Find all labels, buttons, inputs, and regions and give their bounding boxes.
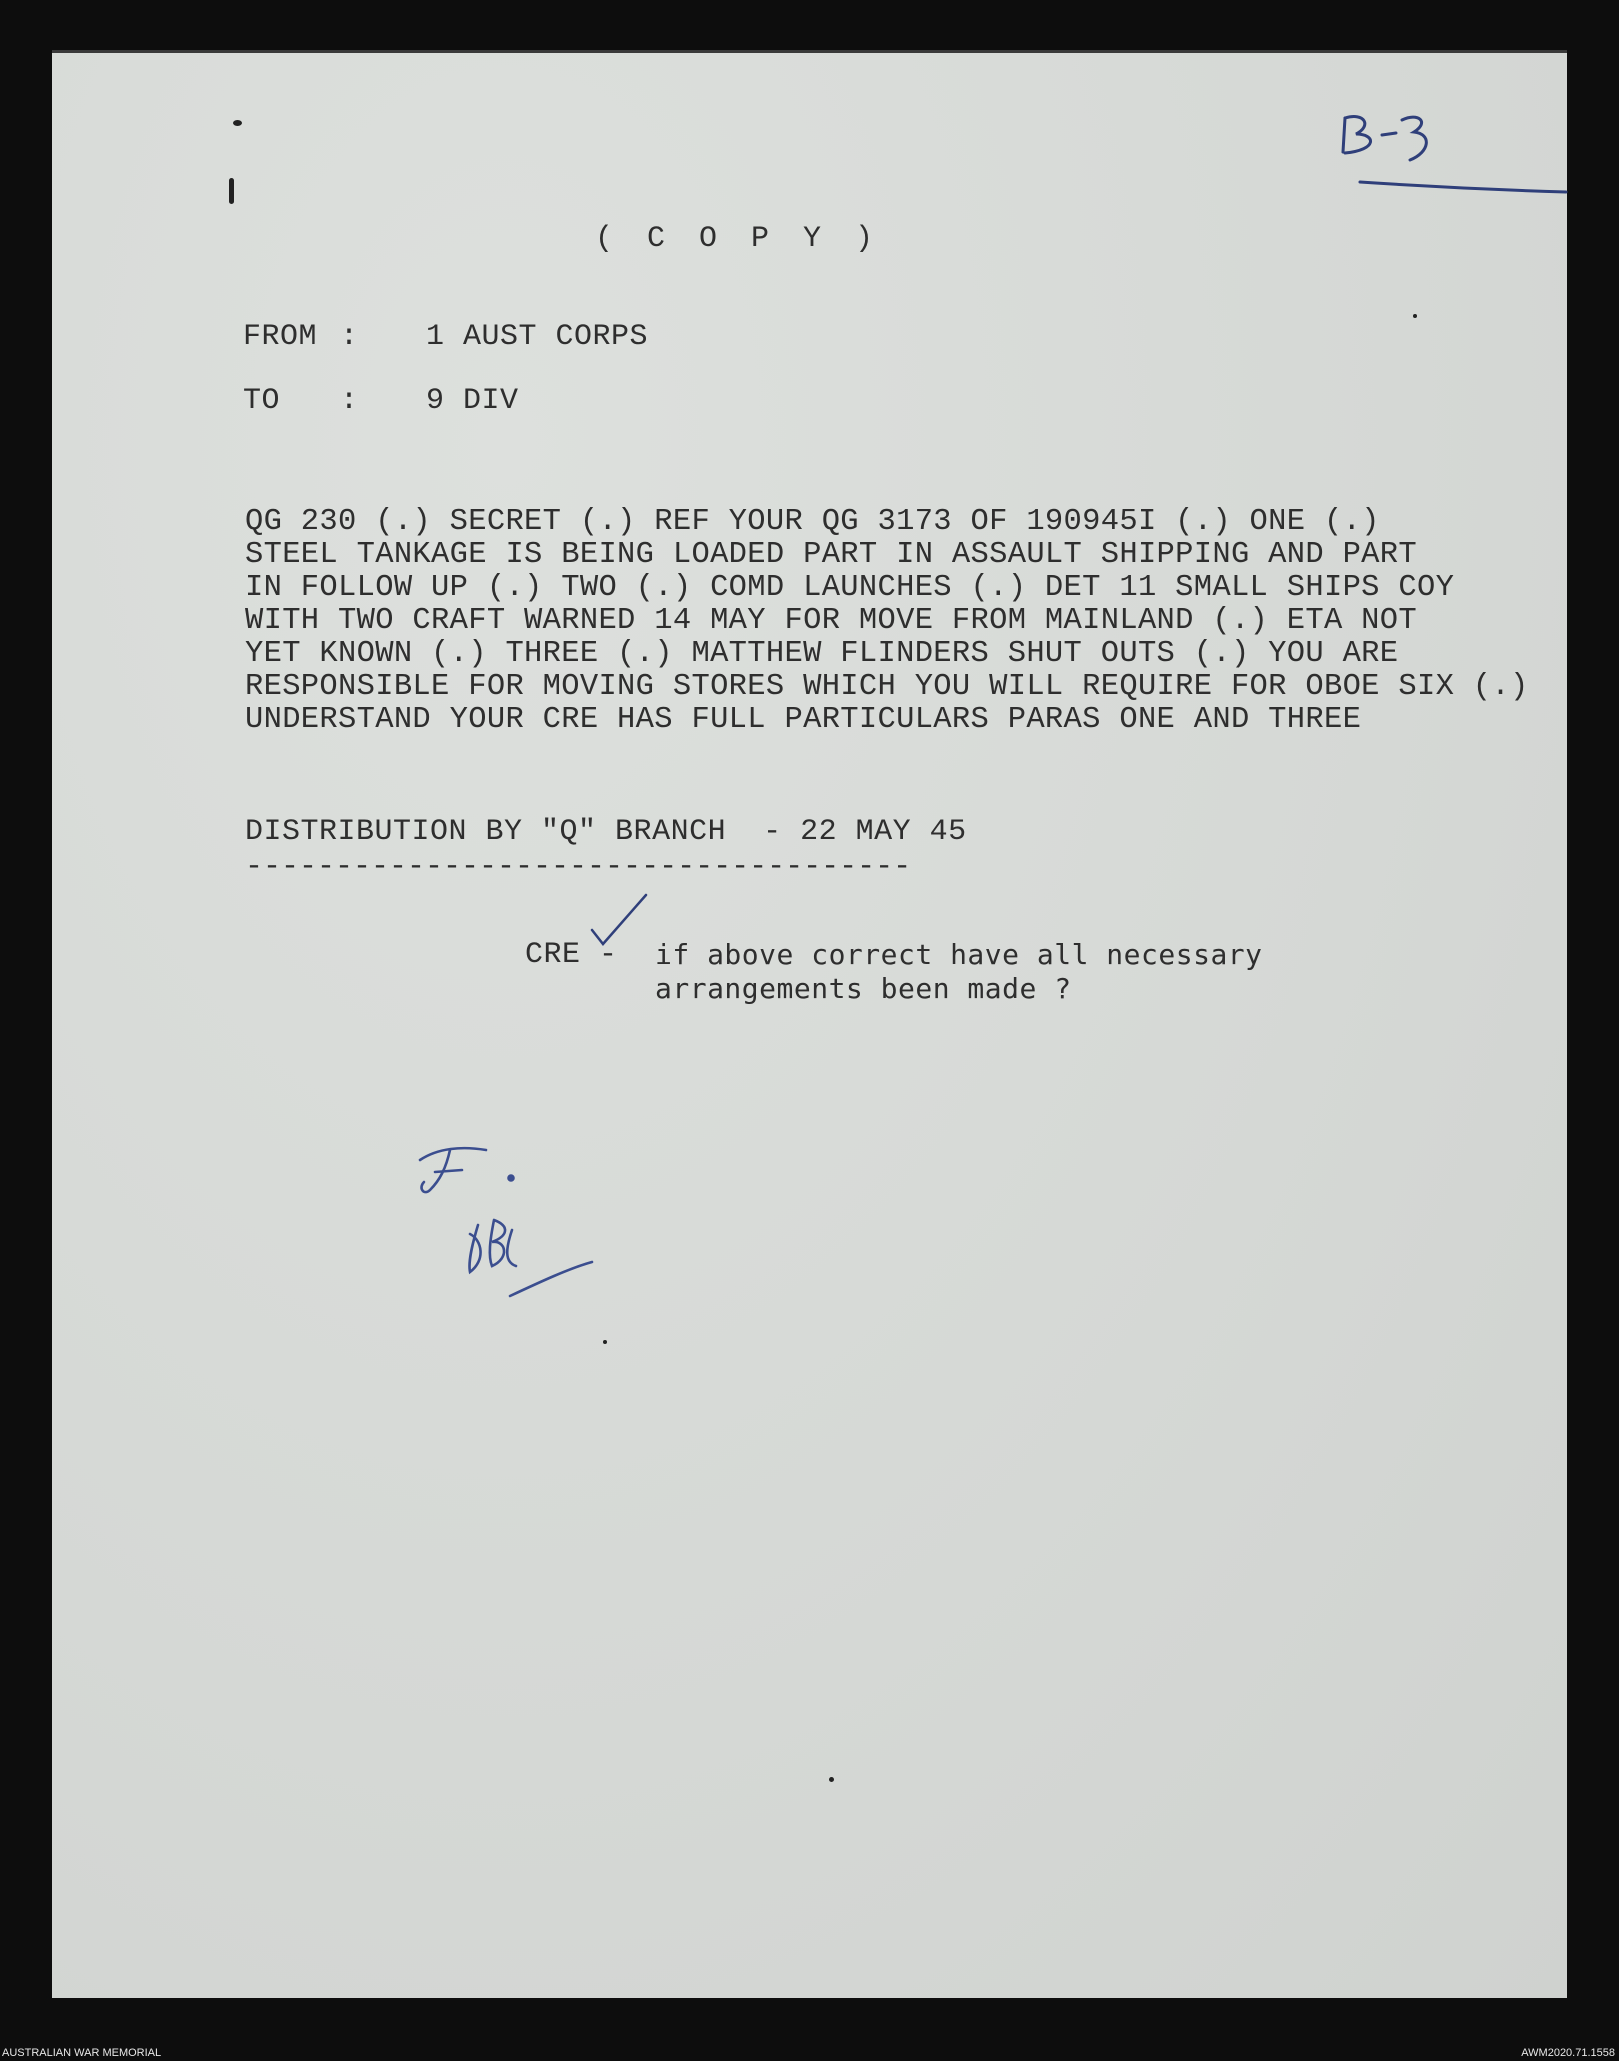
cre-label: CRE - [525, 938, 618, 972]
paper-speck [1413, 314, 1417, 318]
message-line: UNDERSTAND YOUR CRE HAS FULL PARTICULARS PARAS ONE AND THREE [245, 703, 1362, 737]
to-colon: : [340, 384, 359, 418]
paper-speck [829, 1777, 834, 1782]
distribution-line: DISTRIBUTION BY "Q" BRANCH - 22 MAY 45 [245, 815, 967, 849]
archive-accession-number: AWM2020.71.1558 [1521, 2047, 1615, 2059]
cre-note-line-2: arrangements been made ? [655, 972, 1072, 1005]
message-line: YET KNOWN (.) THREE (.) MATTHEW FLINDERS SHUT OUTS (.) YOU ARE [245, 637, 1399, 671]
message-line: RESPONSIBLE FOR MOVING STORES WHICH YOU WILL REQUIRE FOR OBOE SIX (.) [245, 670, 1529, 704]
distribution-underline: ------------------------------------- [245, 850, 912, 884]
from-label: FROM [243, 320, 318, 354]
paper-speck [229, 178, 234, 204]
paper-speck [603, 1340, 607, 1344]
from-value: 1 AUST CORPS [426, 320, 649, 354]
message-line: STEEL TANKAGE IS BEING LOADED PART IN ASSAULT SHIPPING AND PART [245, 538, 1417, 572]
ref-mark-handwritten [1343, 117, 1566, 192]
copy-label: ( C O P Y ) [595, 222, 882, 256]
check-mark [592, 895, 646, 944]
to-value: 9 DIV [426, 384, 519, 418]
signature-initials [420, 1148, 592, 1296]
cre-note-line-1: if above correct have all necessary [655, 938, 1263, 971]
archive-credit: AUSTRALIAN WAR MEMORIAL [2, 2047, 162, 2059]
to-label: TO [243, 384, 281, 418]
message-line: IN FOLLOW UP (.) TWO (.) COMD LAUNCHES (.) DET 11 SMALL SHIPS COY [245, 571, 1455, 605]
paper-speck [233, 120, 242, 126]
message-line: QG 230 (.) SECRET (.) REF YOUR QG 3173 OF 190945I (.) ONE (.) [245, 505, 1380, 539]
message-line: WITH TWO CRAFT WARNED 14 MAY FOR MOVE FROM MAINLAND (.) ETA NOT [245, 604, 1417, 638]
from-colon: : [340, 320, 359, 354]
